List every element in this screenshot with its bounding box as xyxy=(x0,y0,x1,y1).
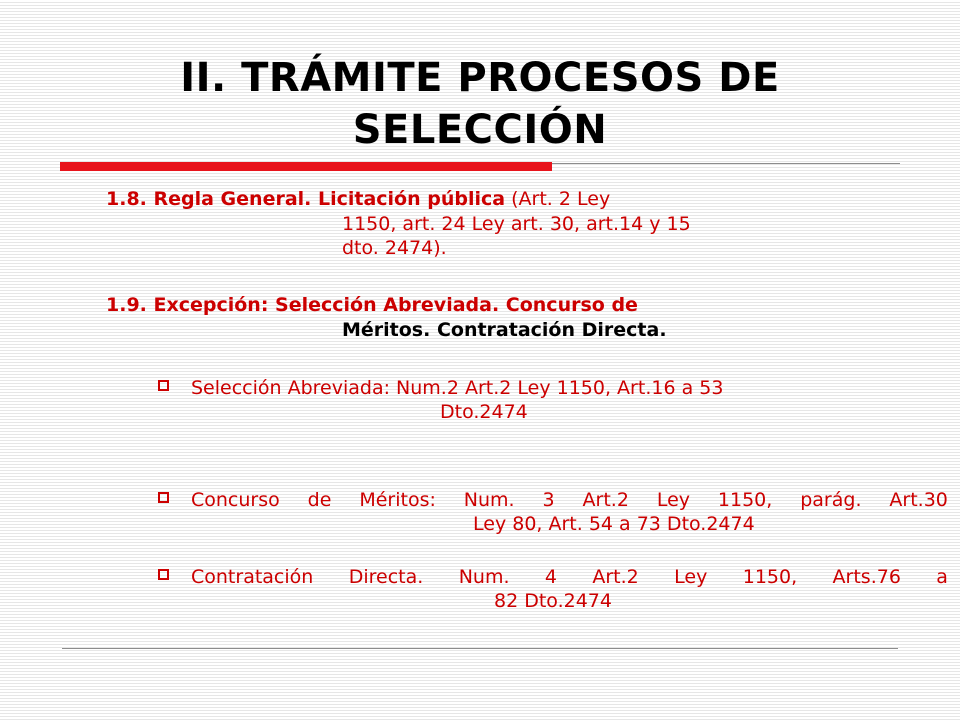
bullet-2-word: 1150, xyxy=(717,489,773,511)
bullet-2-word: Méritos: xyxy=(359,489,436,511)
item-1-8-ref-3: dto. 2474). xyxy=(342,237,447,259)
bullet-2-word: Num. xyxy=(463,489,515,511)
item-1-8-heading: 1.8. Regla General. Licitación pública xyxy=(106,188,506,210)
item-1-9-heading-2: Méritos. Contratación Directa. xyxy=(342,319,667,341)
hollow-square-icon xyxy=(158,569,169,580)
bullet-3-word: 1150, xyxy=(742,566,798,588)
bullet-3-word: Directa. xyxy=(348,566,424,588)
bullet-3-word: Num. xyxy=(458,566,510,588)
item-1-8-line-1 xyxy=(106,188,610,210)
bullet-2-word: de xyxy=(307,489,332,511)
bullet-2-word: Concurso xyxy=(191,489,280,511)
bullet-2-word: Art.2 xyxy=(582,489,629,511)
title-underline-grey xyxy=(552,163,900,164)
bullet-3-word: Contratación xyxy=(191,566,314,588)
bullet-2-word: 3 xyxy=(542,489,555,511)
item-1-8-ref-2: 1150, art. 24 Ley art. 30, art.14 y 15 xyxy=(342,213,691,235)
bullet-3-word: a xyxy=(936,566,948,588)
bullet-1-line-2: Dto.2474 xyxy=(440,401,528,423)
item-1-9-heading-1: 1.9. Excepción: Selección Abreviada. Concurso de xyxy=(106,294,638,316)
bullet-3-word: 4 xyxy=(544,566,557,588)
item-1-8-ref-1: (Art. 2 Ley xyxy=(505,188,611,210)
title-underline-red xyxy=(60,162,552,171)
bullet-2-word: Ley xyxy=(656,489,690,511)
bullet-3-line-1 xyxy=(191,566,948,588)
slide-title xyxy=(60,52,900,156)
hollow-square-icon xyxy=(158,492,169,503)
slide-title-line-1: II. TRÁMITE PROCESOS DE xyxy=(180,55,780,101)
footer-divider xyxy=(62,648,898,649)
bullet-2-line-1 xyxy=(191,489,948,511)
bullet-3-word: Arts.76 xyxy=(832,566,901,588)
bullet-3-word: Ley xyxy=(674,566,708,588)
slide-title-line-2: SELECCIÓN xyxy=(352,107,608,153)
item-1-9-heading-line-1 xyxy=(106,294,638,316)
bullet-2-word: Art.30 xyxy=(889,489,948,511)
bullet-1-line-1: Selección Abreviada: Num.2 Art.2 Ley 1150, Art.16 a 53 xyxy=(191,377,724,399)
bullet-3-word: Art.2 xyxy=(592,566,639,588)
bullet-3-line-2: 82 Dto.2474 xyxy=(494,590,612,612)
bullet-2-word: parág. xyxy=(800,489,862,511)
bullet-2-line-2: Ley 80, Art. 54 a 73 Dto.2474 xyxy=(473,513,755,535)
hollow-square-icon xyxy=(158,380,169,391)
